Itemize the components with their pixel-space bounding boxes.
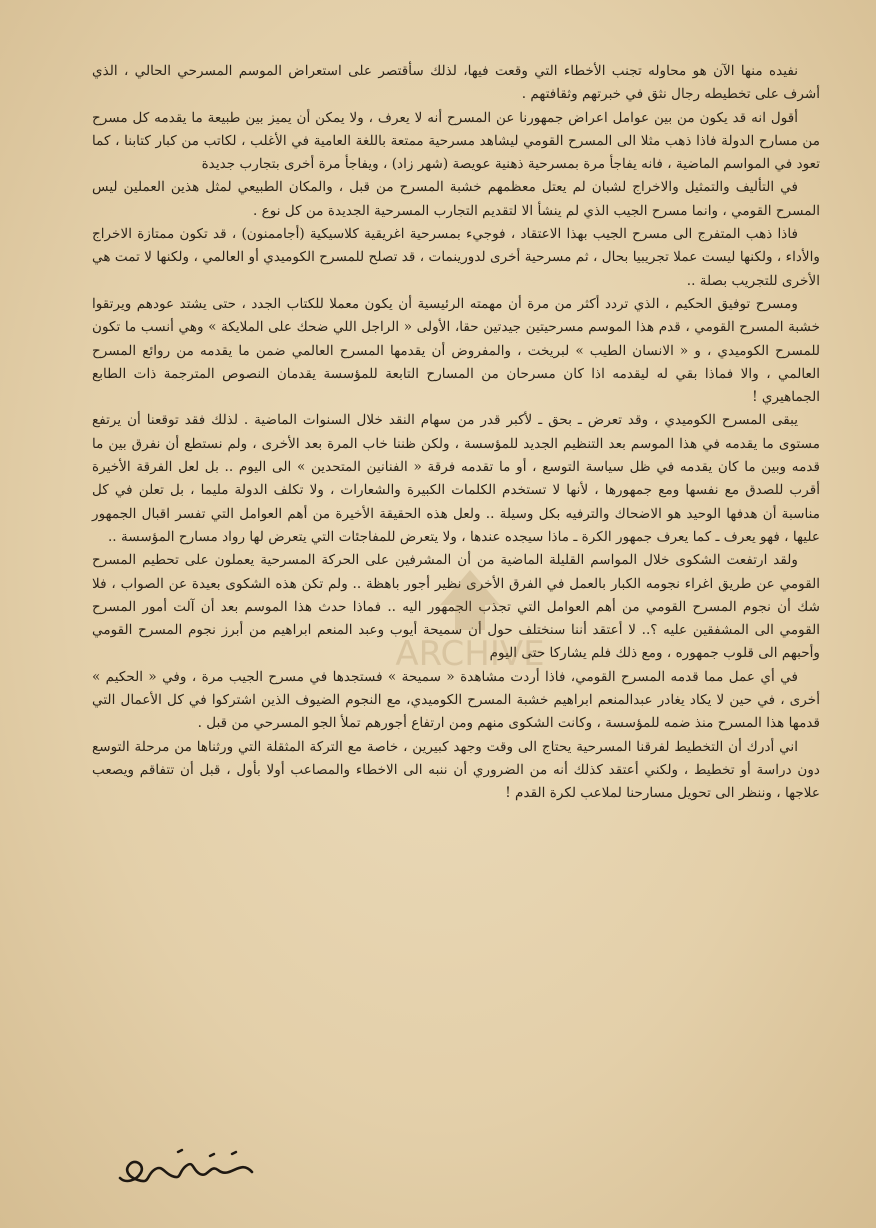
paragraph: في أي عمل مما قدمه المسرح القومي، فاذا أردت مشاهدة « سميحة » فستجدها في مسرح الجيب مرة ، وفي « الحكيم » أخرى ، في حين لا يكاد يغادر عبدالمنعم ابراهيم خشبة المسرح الكوميدي، مع النجوم الضيوف الذين اشتركوا في كل الأعمال التي قدمها هذا المسرح منذ ضمه للمؤسسة ، وكانت الشكوى منهم ومن ارتفاع أجورهم تملأ الجو المسرحي من قبل . [92, 668, 820, 732]
svg-text:ARCHIVE: ARCHIVE [395, 634, 545, 674]
paragraph: فاذا ذهب المتفرج الى مسرح الجيب بهذا الاعتقاد ، فوجيء بمسرحية اغريقية كلاسيكية (أجاممنون) ، قد تكون ممتازة الاخراج والأداء ، ولكنها ليست عملا تجريبيا بحال ، ثم مسرحية أخرى لدورينمات ، قد تصلح للمسرح الكوميدي أو العالمي ، ولكنها لا تمت هي الأخرى للتجريب بصلة .. [92, 226, 820, 289]
paragraph: أقول انه قد يكون من بين عوامل اعراض جمهورنا عن المسرح أنه لا يعرف ، ولا يمكن أن يميز بين طبيعة ما يقدمه كل مسرح من مسارح الدولة فاذا ذهب مثلا الى المسرح القومي ليشاهد مسرحية ممتعة باللغة العامية في الأغلب ، لكاتب من كبار كتابنا ، كما تعود في المواسم الماضية ، فانه يفاجأ مرة بمسرحية ذهنية عويصة (شهر زاد) ، ويفاجأ مرة أخرى بتجارب جديدة [92, 109, 820, 173]
article-body [92, 60, 820, 806]
author-signature [112, 1140, 262, 1200]
paragraph: يبقى المسرح الكوميدي ، وقد تعرض ـ بحق ـ لأكبر قدر من سهام النقد خلال السنوات الماضية . لذلك فقد توقعنا أن يرتفع مستوى ما يقدمه في هذا الموسم بعد التنظيم الجديد للمؤسسة ، ولكن ظننا خاب المرة بعد الأخرى ، ولم نستطع أن نفرق بين ما قدمه وبين ما كان يقدمه في ظل سياسة التوسع ، أو ما تقدمه فرقة « الفنانين المتحدين » الى اليوم .. بل لعل الفرقة الأخيرة أقرب للصدق مع نفسها ومع جمهورها ، لأنها لا تستخدم الكلمات الكبيرة والشعارات ، ولا تكلف الدولة مليما ، بل تعلن في كل مناسبة أن هدفها الوحيد هو الاضحاك والترفيه بكل وسيلة .. ولعل هذه الحقيقة الأخيرة من أهم العوامل التي تفسر اقبال الجمهور عليها ، فهو يعرف ـ كما يعرف جمهور الكرة ـ ماذا سيجده عندها ، ولا يتعرض للمفاجئات التي يتعرض لها رواد مسارح المؤسسة .. [92, 412, 820, 545]
paragraph: ولقد ارتفعت الشكوى خلال المواسم القليلة الماضية من أن المشرفين على الحركة المسرحية يعملون على تحطيم المسرح القومي عن طريق اغراء نجومه الكبار بالعمل في الفرق الأخرى نظير أجور باهظة .. ولم تكن هذه الشكوى بعيدة عن الصواب ، فلا شك أن نجوم المسرح القومي من أهم العوامل التي تجذب الجمهور اليه .. فماذا حدث هذا الموسم بعد أن آلت أمور المسرح القومي الى المشفقين عليه ؟.. لا أعتقد أننا سنختلف حول أن سميحة أيوب وعبد المنعم ابراهيم من أبرز نجوم المسرح القومي وأحبهم الى قلوب جمهوره ، ومع ذلك فلم يشاركا حتى اليوم [92, 552, 820, 662]
paragraph: ومسرح توفيق الحكيم ، الذي تردد أكثر من مرة أن مهمته الرئيسية أن يكون معملا للكتاب الجدد ، حتى يشتد عودهم ويرتقوا خشبة المسرح القومي ، قدم هذا الموسم مسرحيتين جيدتين حقا، الأولى « الراجل اللي ضحك على الملايكة » وهي أنسب ما تكون للمسرح الكوميدي ، و « الانسان الطيب » لبريخت ، والمفروض أن يقدمها المسرح العالمي ضمن ما يقدمه من روائع المسرح العالمي ، والا فماذا بقي له ليقدمه اذا كان مسرحان من المسارح التابعة للمؤسسة يقدمان النصوص المترجمة ذات الطابع الجماهيري ! [92, 295, 820, 406]
paragraph: نفيده منها الآن هو محاوله تجنب الأخطاء التي وقعت فيها، لذلك سأقتصر على استعراض الموسم المسرحي الحالي ، الذي أشرف على تخطيطه رجال نثق في خبرتهم وثقافتهم . [92, 63, 820, 103]
paragraph: في التأليف والتمثيل والاخراج لشبان لم يعتل معظمهم خشبة المسرح من قبل ، والمكان الطبيعي لمثل هذين العملين ليس المسرح القومي ، وانما مسرح الجيب الذي لم ينشأ الا لتقديم التجارب المسرحية الجديدة من كل نوع . [92, 179, 820, 219]
paragraph: اني أدرك أن التخطيط لفرقنا المسرحية يحتاج الى وقت وجهد كبيرين ، خاصة مع التركة المثقلة التي ورثناها من مرحلة التوسع دون دراسة أو تخطيط ، ولكني أعتقد كذلك أنه من الضروري أن ننبه الى الاخطاء والمصاعب أولا بأول ، قبل أن تتفاقم ويصعب علاجها ، وننظر الى تحويل مسارحنا لملاعب لكرة القدم ! [92, 738, 820, 802]
